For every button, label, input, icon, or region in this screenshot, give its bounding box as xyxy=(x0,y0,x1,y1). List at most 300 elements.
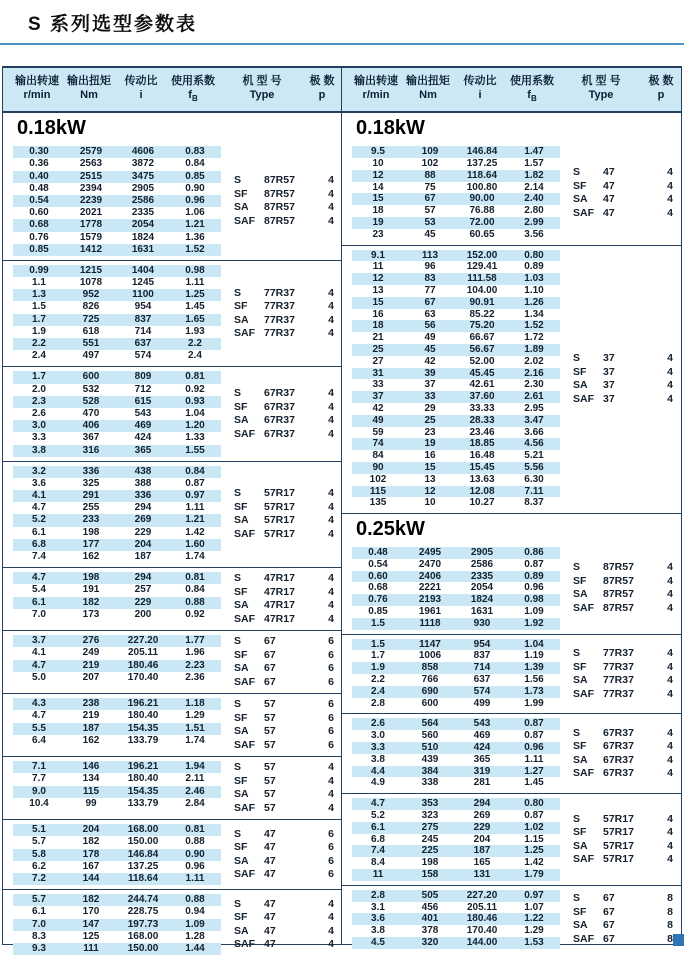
cell-service-factor: 1.27 xyxy=(524,765,544,777)
table-row xyxy=(13,384,221,396)
cell-service-factor: 1.56 xyxy=(524,674,544,686)
cell-torque: 353 xyxy=(421,798,439,810)
type-model: 67 xyxy=(603,932,615,945)
cell-ratio: 133.79 xyxy=(127,734,159,746)
cell-torque: 532 xyxy=(82,383,100,395)
cell-speed: 3.8 xyxy=(32,444,46,456)
type-list xyxy=(560,718,685,789)
cell-speed: 3.1 xyxy=(371,901,385,913)
cell-ratio: 637 xyxy=(473,674,491,686)
cell-service-factor: 1.44 xyxy=(185,942,205,954)
cell-speed: 3.6 xyxy=(371,913,385,925)
table-row xyxy=(352,438,560,450)
type-prefix: SAF xyxy=(234,801,255,814)
cell-ratio: 1631 xyxy=(131,243,155,255)
cell-ratio: 930 xyxy=(473,617,491,629)
type-model: 47 xyxy=(603,193,615,206)
type-poles: 4 xyxy=(667,660,673,673)
type-poles: 6 xyxy=(328,675,334,688)
header-unit-speed: r/min xyxy=(362,89,390,101)
cell-service-factor: 4.56 xyxy=(524,438,544,450)
type-prefix: SA xyxy=(234,313,249,326)
cell-torque: 826 xyxy=(82,301,100,313)
ratio-block xyxy=(3,820,341,889)
table-row xyxy=(352,297,560,309)
left-panel xyxy=(3,68,342,954)
type-poles: 4 xyxy=(667,826,673,839)
type-prefix: SF xyxy=(573,905,587,918)
cell-ratio: 1100 xyxy=(132,289,154,301)
cell-service-factor: 2.80 xyxy=(524,205,544,217)
type-prefix: SAF xyxy=(234,427,255,440)
cell-torque: 325 xyxy=(82,477,100,489)
table-row xyxy=(352,547,560,559)
header-col-service-factor xyxy=(506,74,558,106)
cell-service-factor: 1.06 xyxy=(185,207,205,219)
type-prefix: S xyxy=(573,166,581,179)
table-row xyxy=(352,285,560,297)
type-line xyxy=(221,586,346,600)
cell-ratio: 424 xyxy=(134,432,152,444)
cell-ratio: 424 xyxy=(473,742,491,754)
type-line xyxy=(221,802,346,816)
type-poles: 4 xyxy=(328,201,334,214)
cell-ratio: 180.46 xyxy=(127,659,159,671)
cell-torque: 2394 xyxy=(79,182,103,194)
cell-speed: 1.5 xyxy=(371,617,385,629)
type-prefix: SA xyxy=(234,788,249,801)
cell-service-factor: 1.11 xyxy=(185,502,205,514)
ratio-block xyxy=(3,142,341,260)
cell-torque: 1412 xyxy=(79,243,103,255)
cell-speed: 12 xyxy=(372,273,384,285)
cell-torque: 2193 xyxy=(418,594,442,606)
cell-ratio: 154.35 xyxy=(127,722,159,734)
table-row xyxy=(352,559,560,571)
type-poles: 4 xyxy=(328,286,334,299)
type-poles: 4 xyxy=(328,774,334,787)
table-row xyxy=(13,597,221,609)
cell-torque: 560 xyxy=(421,730,439,742)
cell-speed: 5.1 xyxy=(32,824,46,836)
cell-service-factor: 3.47 xyxy=(524,414,544,426)
cell-service-factor: 1.72 xyxy=(524,332,544,344)
type-line xyxy=(560,853,685,867)
cell-ratio: 170.40 xyxy=(466,925,498,937)
cell-service-factor: 0.83 xyxy=(185,146,205,158)
cell-ratio: 229 xyxy=(473,821,491,833)
cell-ratio: 336 xyxy=(134,490,152,502)
type-poles: 4 xyxy=(328,187,334,200)
type-line xyxy=(221,201,346,215)
cell-ratio: 837 xyxy=(473,650,491,662)
type-model: 67R37 xyxy=(264,427,295,440)
cell-service-factor: 1.92 xyxy=(524,617,544,629)
cell-service-factor: 0.97 xyxy=(185,490,205,502)
cell-ratio: 2054 xyxy=(470,582,494,594)
cell-service-factor: 1.18 xyxy=(185,698,205,710)
data-rows xyxy=(13,824,221,885)
cell-torque: 323 xyxy=(421,810,439,822)
cell-torque: 1118 xyxy=(419,617,441,629)
type-prefix: SAF xyxy=(234,868,255,881)
cell-speed: 9.0 xyxy=(32,785,46,797)
cell-speed: 13 xyxy=(372,284,384,296)
cell-speed: 37 xyxy=(372,391,384,403)
data-rows xyxy=(13,371,221,456)
cell-speed: 15 xyxy=(372,193,384,205)
type-poles: 4 xyxy=(667,812,673,825)
cell-torque: 147 xyxy=(82,918,100,930)
cell-service-factor: 2.61 xyxy=(524,391,544,403)
type-poles: 4 xyxy=(328,801,334,814)
type-prefix: S xyxy=(573,892,581,905)
header-unit-poles: p xyxy=(318,89,326,101)
cell-service-factor: 0.84 xyxy=(185,584,205,596)
type-line xyxy=(221,761,346,775)
type-line xyxy=(221,712,346,726)
table-row xyxy=(352,686,560,698)
cell-speed: 4.5 xyxy=(371,937,385,948)
type-prefix: SF xyxy=(573,660,587,673)
table-row xyxy=(352,890,560,902)
cell-service-factor: 0.90 xyxy=(185,848,205,860)
cell-service-factor: 2.46 xyxy=(185,785,205,797)
type-poles: 4 xyxy=(667,365,673,378)
table-row xyxy=(352,730,560,742)
header-unit-type: Type xyxy=(588,89,614,101)
type-prefix: S xyxy=(234,387,242,400)
cell-ratio: 180.46 xyxy=(466,913,498,925)
table-row xyxy=(352,662,560,674)
table-row xyxy=(352,486,560,498)
type-prefix: S xyxy=(234,572,242,585)
ratio-block xyxy=(342,794,681,885)
type-poles: 4 xyxy=(667,392,673,405)
type-line xyxy=(221,635,346,649)
cell-service-factor: 1.29 xyxy=(524,925,544,937)
ratio-block xyxy=(342,246,681,514)
cell-ratio: 227.20 xyxy=(466,889,498,901)
type-line xyxy=(560,906,685,920)
cell-speed: 1.7 xyxy=(32,371,46,383)
type-prefix: S xyxy=(234,635,242,648)
table-row xyxy=(13,873,221,885)
cell-torque: 182 xyxy=(82,836,100,848)
cell-speed: 18 xyxy=(372,205,384,217)
data-rows xyxy=(13,894,221,955)
type-poles: 4 xyxy=(328,585,334,598)
type-model: 47R17 xyxy=(264,585,295,598)
cell-speed: 42 xyxy=(372,402,384,414)
type-list xyxy=(560,146,685,240)
cell-torque: 182 xyxy=(82,596,100,608)
type-line xyxy=(221,300,346,314)
type-model: 87R57 xyxy=(264,214,295,227)
type-line xyxy=(221,327,346,341)
type-poles: 4 xyxy=(667,561,673,574)
type-prefix: SF xyxy=(573,365,587,378)
type-poles: 4 xyxy=(328,938,334,951)
table-row xyxy=(13,371,221,383)
cell-speed: 19 xyxy=(372,216,384,228)
type-prefix: SA xyxy=(234,414,249,427)
ratio-block xyxy=(3,757,341,819)
cell-ratio: 118.64 xyxy=(127,872,159,884)
type-line xyxy=(560,727,685,741)
type-poles: 4 xyxy=(328,527,334,540)
cell-service-factor: 1.55 xyxy=(185,444,205,456)
cell-ratio: 2905 xyxy=(131,182,155,194)
cell-speed: 11 xyxy=(372,261,384,273)
cell-ratio: 229 xyxy=(134,596,152,608)
table-row xyxy=(13,219,221,231)
cell-speed: 4.7 xyxy=(32,659,46,671)
cell-torque: 320 xyxy=(421,937,439,948)
cell-speed: 33 xyxy=(372,379,384,391)
type-line xyxy=(221,868,346,882)
cell-speed: 0.60 xyxy=(368,570,388,582)
cell-speed: 3.8 xyxy=(371,753,385,765)
cell-ratio: 170.40 xyxy=(127,671,159,683)
cell-service-factor: 0.86 xyxy=(524,547,544,559)
table-row xyxy=(13,824,221,836)
table-row xyxy=(13,265,221,277)
cell-torque: 198 xyxy=(82,572,100,584)
type-list xyxy=(560,639,685,710)
table-row xyxy=(352,182,560,194)
type-list xyxy=(221,265,346,363)
cell-ratio: 365 xyxy=(473,753,491,765)
cell-service-factor: 0.92 xyxy=(185,608,205,620)
type-model: 67R37 xyxy=(603,753,634,766)
cell-service-factor: 1.94 xyxy=(185,761,205,773)
type-prefix: S xyxy=(573,561,581,574)
cell-service-factor: 0.96 xyxy=(524,582,544,594)
table-row xyxy=(352,427,560,439)
type-model: 87R57 xyxy=(603,561,634,574)
type-prefix: SA xyxy=(573,379,588,392)
table-row xyxy=(352,594,560,606)
type-line xyxy=(560,813,685,827)
cell-torque: 1147 xyxy=(419,638,441,650)
table-row xyxy=(13,244,221,256)
table-row xyxy=(352,571,560,583)
ratio-block xyxy=(3,367,341,460)
table-row xyxy=(13,773,221,785)
type-poles: 4 xyxy=(328,300,334,313)
cell-ratio: 954 xyxy=(473,638,491,650)
cell-service-factor: 2.4 xyxy=(188,350,202,362)
cell-speed: 74 xyxy=(372,438,384,450)
header-unit-torque: Nm xyxy=(80,89,98,101)
cell-ratio: 168.00 xyxy=(127,930,159,942)
type-model: 47 xyxy=(603,166,615,179)
type-model: 67 xyxy=(603,892,615,905)
type-line xyxy=(560,379,685,393)
type-line xyxy=(221,174,346,188)
table-row xyxy=(13,894,221,906)
table-row xyxy=(352,650,560,662)
type-model: 57R17 xyxy=(603,812,634,825)
data-rows xyxy=(13,698,221,752)
cell-service-factor: 1.21 xyxy=(185,514,205,526)
type-poles: 6 xyxy=(328,648,334,661)
type-model: 47R17 xyxy=(264,599,295,612)
cell-speed: 10 xyxy=(372,157,384,169)
cell-torque: 29 xyxy=(424,402,436,414)
type-poles: 4 xyxy=(328,313,334,326)
cell-speed: 3.3 xyxy=(371,742,385,754)
cell-torque: 276 xyxy=(82,635,100,647)
table-row xyxy=(13,207,221,219)
ratio-block xyxy=(3,631,341,693)
header-label-type: 机 型 号 xyxy=(242,75,282,87)
cell-ratio: 146.84 xyxy=(127,848,159,860)
type-line xyxy=(221,649,346,663)
cell-ratio: 294 xyxy=(134,502,152,514)
cell-speed: 5.7 xyxy=(32,836,46,848)
cell-ratio: 118.64 xyxy=(466,169,498,181)
type-poles: 4 xyxy=(328,427,334,440)
cell-service-factor: 1.04 xyxy=(185,407,205,419)
type-prefix: S xyxy=(234,827,242,840)
table-row xyxy=(13,943,221,955)
type-poles: 6 xyxy=(328,662,334,675)
cell-speed: 0.36 xyxy=(29,158,49,170)
type-model: 47 xyxy=(264,841,276,854)
type-list xyxy=(221,371,346,456)
header-label-service-factor: 使用系数 xyxy=(171,75,215,87)
type-model: 47 xyxy=(264,854,276,867)
cell-speed: 3.2 xyxy=(32,465,46,477)
cell-ratio: 1824 xyxy=(470,594,494,606)
table-row xyxy=(13,735,221,747)
cell-ratio: 229 xyxy=(134,526,152,538)
cell-torque: 207 xyxy=(82,671,100,683)
type-prefix: SF xyxy=(234,711,248,724)
type-line xyxy=(221,725,346,739)
type-model: 57R17 xyxy=(264,487,295,500)
table-row xyxy=(352,391,560,403)
cell-torque: 23 xyxy=(424,426,436,438)
table-row xyxy=(352,754,560,766)
cell-service-factor: 1.82 xyxy=(524,169,544,181)
type-line xyxy=(560,207,685,221)
type-poles: 4 xyxy=(328,788,334,801)
type-line xyxy=(221,514,346,528)
cell-ratio: 146.84 xyxy=(466,146,498,158)
cell-ratio: 244.74 xyxy=(127,894,159,906)
cell-service-factor: 0.85 xyxy=(185,170,205,182)
type-poles: 4 xyxy=(328,911,334,924)
cell-torque: 367 xyxy=(82,432,100,444)
type-poles: 4 xyxy=(667,588,673,601)
cell-ratio: 2586 xyxy=(131,194,155,206)
table-row xyxy=(352,582,560,594)
type-poles: 4 xyxy=(667,379,673,392)
cell-ratio: 18.85 xyxy=(469,438,495,450)
type-line xyxy=(560,661,685,675)
cell-torque: 170 xyxy=(82,906,100,918)
table-row xyxy=(13,849,221,861)
type-poles: 4 xyxy=(667,193,673,206)
type-model: 57 xyxy=(264,774,276,787)
cell-service-factor: 1.45 xyxy=(524,777,544,789)
cell-ratio: 168.00 xyxy=(127,824,159,836)
type-line xyxy=(221,487,346,501)
cell-ratio: 90.00 xyxy=(469,193,495,205)
cell-speed: 1.1 xyxy=(32,277,46,289)
cell-torque: 219 xyxy=(82,659,100,671)
type-poles: 4 xyxy=(667,853,673,866)
cell-speed: 2.2 xyxy=(371,674,385,686)
type-model: 67 xyxy=(264,648,276,661)
type-prefix: SA xyxy=(573,588,588,601)
cell-ratio: 294 xyxy=(473,798,491,810)
type-poles: 6 xyxy=(328,738,334,751)
type-line xyxy=(221,828,346,842)
cell-service-factor: 1.74 xyxy=(185,551,205,562)
header-col-type xyxy=(558,74,644,106)
cell-speed: 16 xyxy=(372,308,384,320)
cell-torque: 158 xyxy=(421,869,439,881)
cell-ratio: 365 xyxy=(134,444,152,456)
cell-speed: 1.5 xyxy=(32,301,46,313)
type-line xyxy=(560,754,685,768)
header-col-poles xyxy=(644,74,678,106)
type-poles: 4 xyxy=(667,740,673,753)
cell-service-factor: 0.96 xyxy=(185,194,205,206)
type-model: 87R57 xyxy=(264,174,295,187)
type-poles: 8 xyxy=(667,932,673,945)
type-prefix: SA xyxy=(234,201,249,214)
cell-torque: 25 xyxy=(424,414,436,426)
type-line xyxy=(221,188,346,202)
type-model: 57R17 xyxy=(603,839,634,852)
type-prefix: SF xyxy=(573,826,587,839)
type-model: 47R17 xyxy=(264,572,295,585)
type-poles: 6 xyxy=(328,868,334,881)
cell-speed: 8.4 xyxy=(371,857,385,869)
cell-speed: 8.3 xyxy=(32,930,46,942)
type-prefix: SAF xyxy=(573,392,594,405)
header-label-speed: 输出转速 xyxy=(15,75,59,87)
table-row xyxy=(13,539,221,551)
cell-service-factor: 1.09 xyxy=(524,606,544,618)
cell-ratio: 129.41 xyxy=(466,261,498,273)
type-poles: 4 xyxy=(328,924,334,937)
cell-speed: 7.4 xyxy=(32,551,46,562)
cell-torque: 249 xyxy=(82,647,100,659)
cell-torque: 178 xyxy=(82,848,100,860)
cell-service-factor: 1.26 xyxy=(524,296,544,308)
table-row xyxy=(352,193,560,205)
cell-service-factor: 1.53 xyxy=(524,937,544,948)
cell-ratio: 152.00 xyxy=(466,249,498,261)
cell-service-factor: 0.80 xyxy=(524,798,544,810)
cell-torque: 233 xyxy=(82,514,100,526)
cell-ratio: 16.48 xyxy=(469,450,495,462)
type-model: 57R17 xyxy=(264,514,295,527)
cell-service-factor: 1.99 xyxy=(524,697,544,709)
cell-speed: 3.3 xyxy=(32,432,46,444)
cell-torque: 600 xyxy=(421,697,439,709)
type-model: 67 xyxy=(264,675,276,688)
type-prefix: SAF xyxy=(234,675,255,688)
type-line xyxy=(560,561,685,575)
cell-speed: 1.9 xyxy=(371,662,385,674)
